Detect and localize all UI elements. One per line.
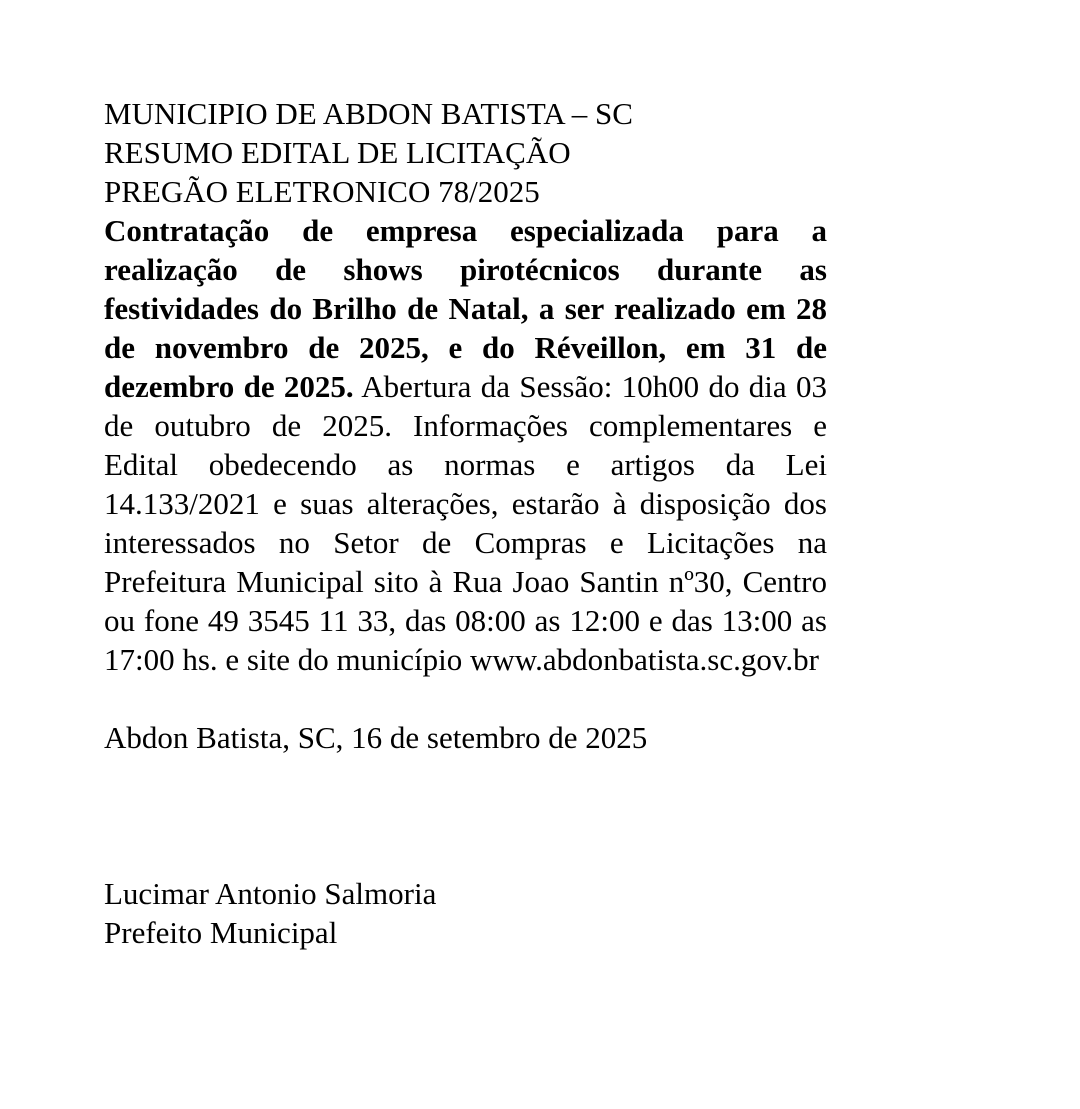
auction-number: PREGÃO ELETRONICO 78/2025: [104, 174, 540, 209]
notice-body: [104, 211, 827, 679]
place-and-date: Abdon Batista, SC, 16 de setembro de 2025: [104, 720, 648, 755]
municipality-name: MUNICIPIO DE ABDON BATISTA – SC: [104, 96, 633, 131]
document-header: [104, 94, 827, 211]
signer-title: Prefeito Municipal: [104, 915, 338, 950]
notice-object: Contratação de empresa especializada para a realização de shows pirotécnicos durante as festividades do Brilho de Natal, a ser realizado em 28 de novembro de 2025, e do Réveillon, em 31 de dezembro de 2025.: [104, 213, 827, 404]
signer-name: Lucimar Antonio Salmoria: [104, 876, 437, 911]
document-page: [104, 94, 827, 952]
signature-block: [104, 874, 827, 952]
notice-type: RESUMO EDITAL DE LICITAÇÃO: [104, 135, 571, 170]
notice-details: Abertura da Sessão: 10h00 do dia 03 de outubro de 2025. Informações complementares e Edital obedecendo as normas e artigos da Lei 14.133/2021 e suas alterações, estarão à disposição dos interessados no Setor de Compras e Licitações na Prefeitura Municipal sito à Rua Joao Santin nº30, Centro ou fone 49 3545 11 33, das 08:00 as 12:00 e das 13:00 as 17:00 hs. e site do município www.abdonbatista.sc.gov.br: [104, 369, 827, 677]
